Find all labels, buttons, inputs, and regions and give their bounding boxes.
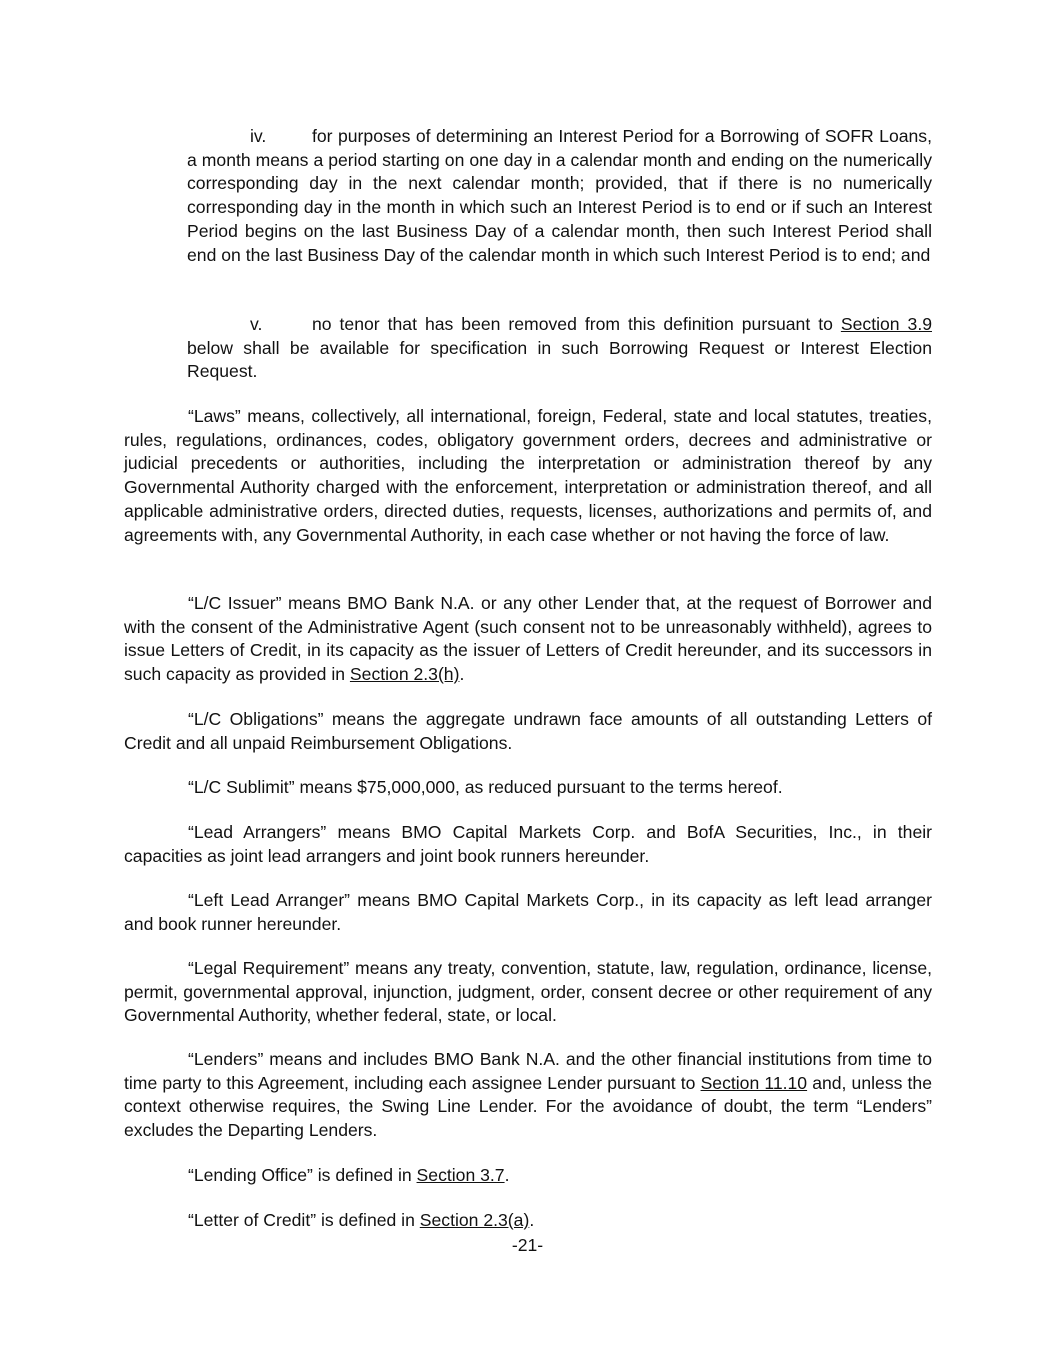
definition-text: . <box>459 664 465 685</box>
defined-term: “Legal Requirement” <box>188 958 350 978</box>
section-reference: Section 3.9 <box>840 314 932 334</box>
definition-text: means the aggregate undrawn face amounts of all outstanding Letters of Credit and all unpaid Reimbursement Obligations. <box>124 709 932 753</box>
definition-text: means and includes BMO Bank N.A. and the other financial institutions from time to time party to this Agreement, including each assignee Lender pursuant to <box>124 1049 932 1093</box>
defined-term: “Left Lead Arranger” <box>188 890 351 910</box>
item-text: no tenor that has been removed from this definition pursuant to <box>312 314 841 334</box>
definition-text: and, unless the context otherwise requires, the Swing Line Lender. For the avoidance of doubt, the term “Lenders” excludes the Departing Lenders. <box>124 1072 932 1141</box>
definition-text: . <box>529 1210 535 1230</box>
definition-text: means any treaty, convention, statute, law, regulation, ordinance, license, permit, governmental approval, injunction, judgment, order, consent decree or other requirement of any Governmental Authority, whether federal, state, or local. <box>124 958 933 1026</box>
defined-term: “L/C Sublimit” <box>188 777 295 797</box>
definition-lenders <box>124 1048 932 1143</box>
definition-text: is defined in <box>316 1210 420 1230</box>
defined-term: “Laws” <box>188 406 241 426</box>
definition-left-lead-arranger <box>124 889 932 936</box>
definition-legal-requirement <box>124 957 932 1028</box>
definition-text: means BMO Capital Markets Corp. and BofA Securities, Inc., in their capacities as joint lead arrangers and joint book runners hereunder. <box>124 822 932 866</box>
definition-lending-office <box>124 1164 932 1188</box>
definition-lead-arrangers <box>124 821 932 868</box>
defined-term: “Lead Arrangers” <box>188 822 327 842</box>
defined-term: “Lenders” <box>188 1049 264 1069</box>
item-text: for purposes of determining an Interest Period for a Borrowing of SOFR Loans, a month means a period starting on one day in a calendar month and ending on the numerically corresponding day in the next calendar month; provided, that if there is no numerically corresponding day in the month in which such an Interest Period is to end or if such an Interest Period begins on the last Business Day of a calendar month, then such Interest Period shall end on the last Business Day of the calendar month in which such Interest Period is to end; and <box>187 126 932 265</box>
list-item-v <box>187 313 932 384</box>
definition-text: means BMO Bank N.A. or any other Lender that, at the request of Borrower and with the consent of the Administrative Agent (such consent not to be unreasonably withheld), agrees to issue Letters of Credit, in its capacity as the issuer of Letters of Credit hereunder, and its successors in such capacity as provided in <box>124 593 932 685</box>
definition-laws <box>124 405 932 547</box>
section-reference: Section 3.7 <box>416 1165 505 1185</box>
definition-lc-issuer <box>124 592 932 687</box>
definition-text: is defined in <box>312 1165 417 1185</box>
definition-lc-obligations <box>124 708 932 755</box>
section-reference: Section 11.10 <box>700 1072 808 1093</box>
defined-term: “Letter of Credit” <box>188 1210 317 1230</box>
defined-term: “Lending Office” <box>188 1165 313 1185</box>
defined-term: “L/C Issuer” <box>188 593 282 613</box>
defined-term: “L/C Obligations” <box>188 709 324 729</box>
section-reference: Section 2.3(h) <box>349 664 460 685</box>
item-label: v. <box>250 314 263 334</box>
section-reference: Section 2.3(a) <box>419 1210 530 1230</box>
definition-text: means BMO Capital Markets Corp., in its capacity as left lead arranger and book runner hereunder. <box>124 890 932 934</box>
definition-lc-sublimit <box>124 776 932 800</box>
item-label: iv. <box>250 126 267 146</box>
item-text: below shall be available for specification in such Borrowing Request or Interest Election Request. <box>187 337 932 382</box>
definition-text: . <box>504 1165 510 1185</box>
page-number: -21- <box>511 1235 544 1255</box>
list-item-iv <box>187 125 932 267</box>
definition-letter-of-credit <box>124 1209 932 1233</box>
definition-text: means $75,000,000, as reduced pursuant to the terms hereof. <box>294 777 783 797</box>
definition-text: means, collectively, all international, foreign, Federal, state and local statutes, treaties, rules, regulations, ordinances, codes, obligatory government orders, decrees and administrative or judicial precedents or authorities, including the interpretation or administration thereof by any Governmental Authority charged with the enforcement, interpretation or administration thereof, and all applicable administrative orders, directed duties, requests, licenses, authorizations and permits of, and agreements with, any Governmental Authority, in each case whether or not having the force of law. <box>124 406 932 545</box>
